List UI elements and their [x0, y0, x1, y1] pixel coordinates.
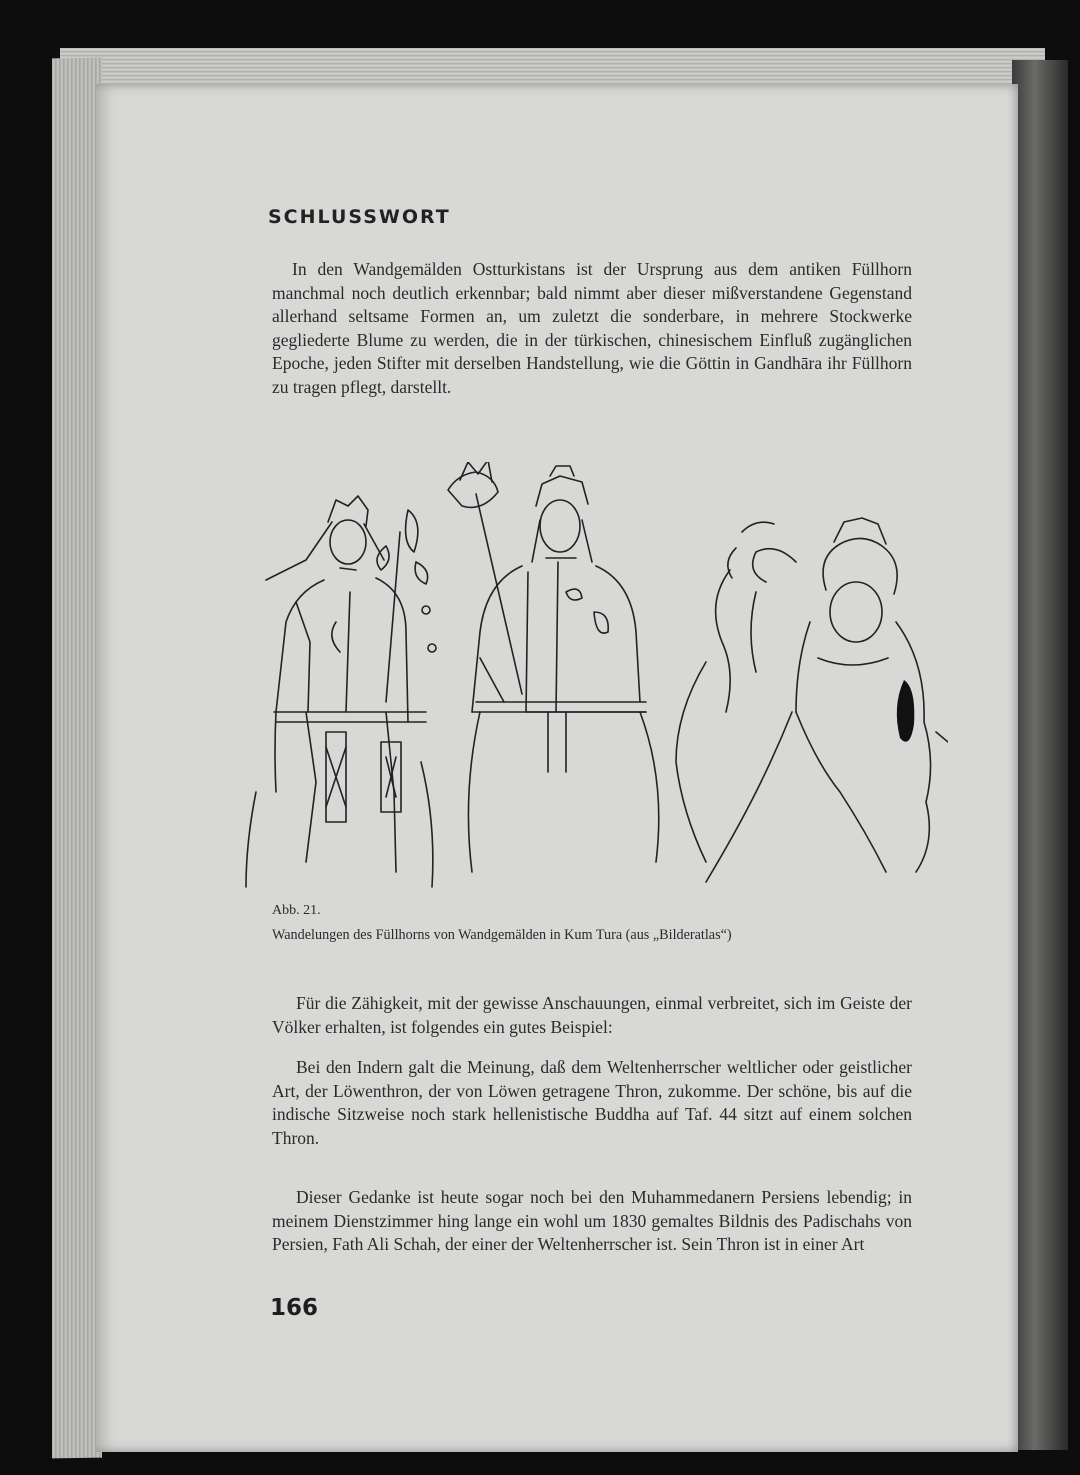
paragraph-1: In den Wandgemälden Ostturkistans ist der Ursprung aus dem antiken Füllhorn manchmal noch deutlich erkennbar; bald nimmt aber dieser mißverstandene Gegenstand allerhand seltsame Formen an, um zuletzt die sonderbare, in mehrere Stockwerke gegliederte Blume zu werden, die in der türkischen, chinesischem Einfluß zugänglichen Epoche, jeden Stifter mit derselben Handstellung, wie die Göttin in Gandhāra ihr Füllhorn zu tragen pflegt, darstellt. — [272, 259, 912, 397]
page-number: 166 — [270, 1295, 319, 1321]
figure-center-stifter — [448, 462, 659, 872]
book-cover-right — [1012, 60, 1068, 1450]
figure-ink-blot — [897, 680, 914, 742]
figure-illustration — [236, 462, 948, 892]
paragraph-4: Dieser Gedanke ist heute sogar noch bei den Muhammedanern Persiens lebendig; in meinem Dienstzimmer hing lange ein wohl um 1830 gemaltes Bildnis des Padischahs von Persien, Fath Ali Schah, der einer der Weltenherrscher ist. Sein Thron ist in einer Art — [272, 1187, 912, 1255]
figure-left-stifter — [246, 496, 436, 887]
book-left-edge — [52, 58, 102, 1459]
paragraph-2: Für die Zähigkeit, mit der gewisse Anschauungen, einmal verbreitet, sich im Geiste der Völker erhalten, ist folgendes ein gutes Beispiel: — [272, 993, 912, 1037]
page-heading: SCHLUSSWORT — [268, 206, 451, 228]
figure-caption: Wandelungen des Füllhorns von Wandgemälden in Kum Tura (aus „Bilderatlas“) — [272, 927, 732, 943]
figure-label: Abb. 21. — [272, 903, 321, 918]
paragraph-3: Bei den Indern galt die Meinung, daß dem Weltenherrscher weltlicher oder geistlicher Art, der Löwenthron, der von Löwen getragene Thron, zukomme. Der schöne, bis auf die indische Sitzweise noch stark hellenistische Buddha auf Taf. 44 sitzt auf einem solchen Thron. — [272, 1057, 912, 1148]
